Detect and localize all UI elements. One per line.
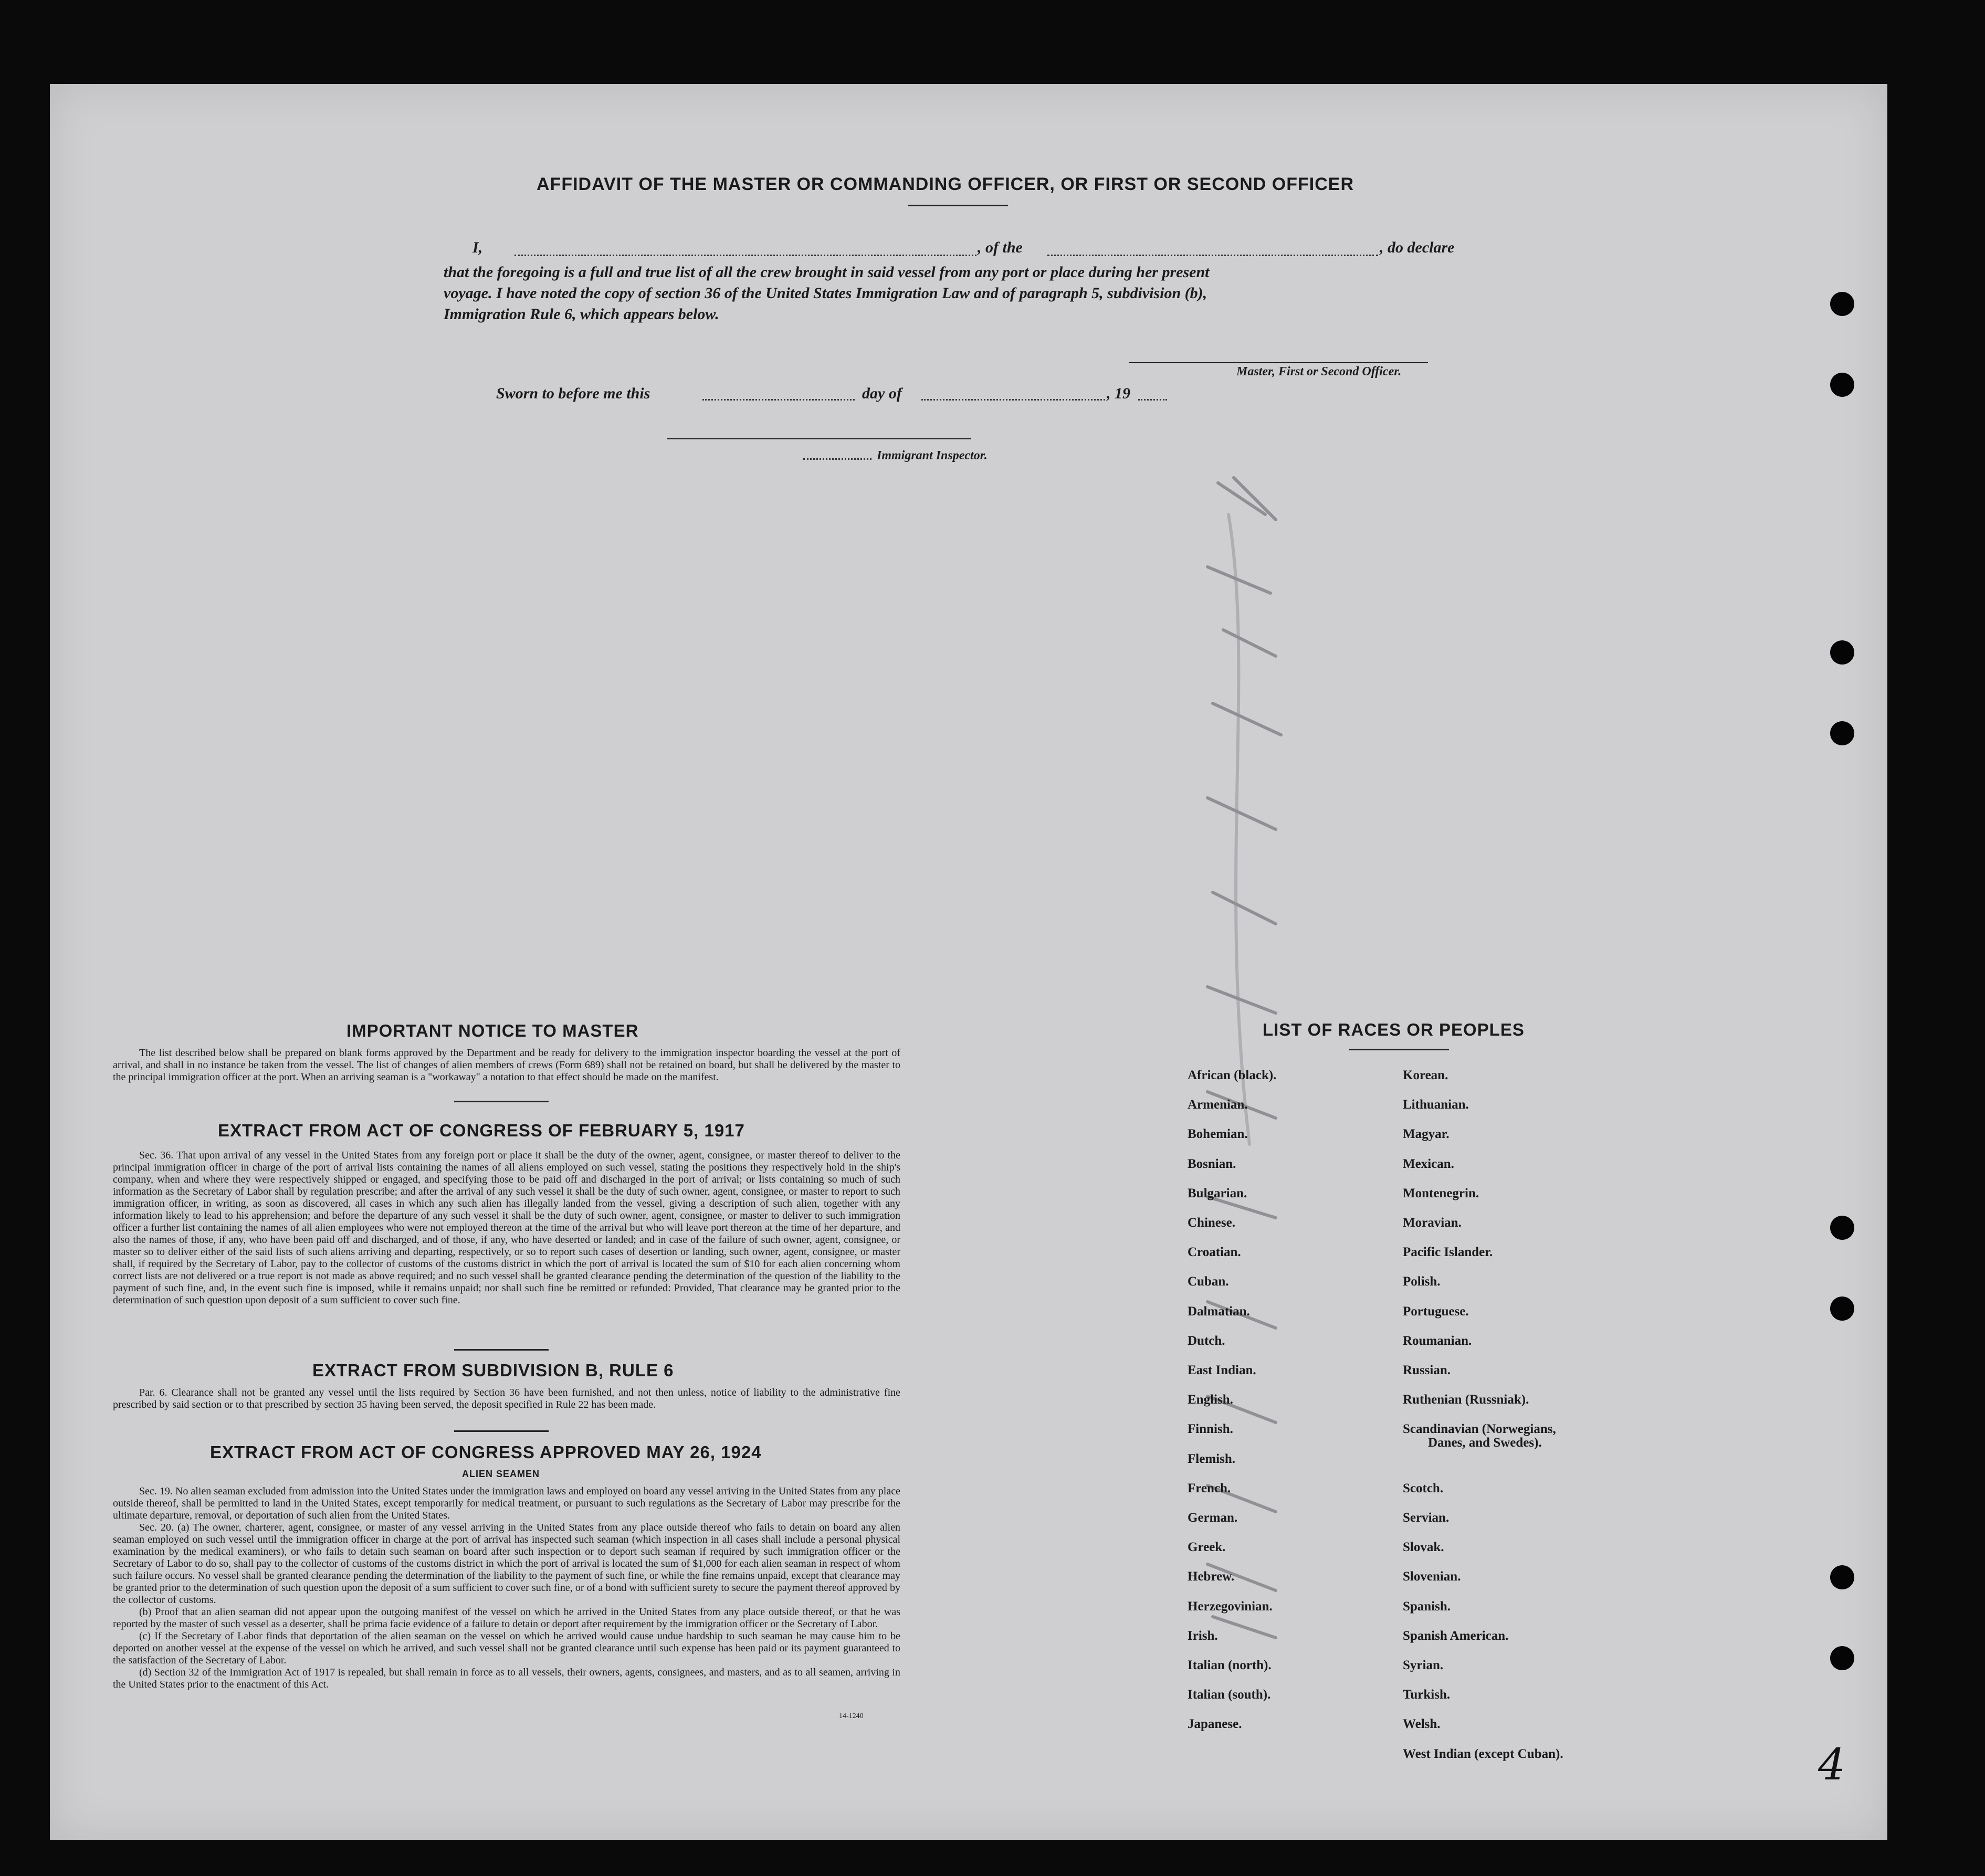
race-item: Moravian. [1403, 1216, 1462, 1230]
race-item: Korean. [1403, 1068, 1448, 1082]
inspector-dots [803, 458, 871, 460]
sec20a-text: Sec. 20. (a) The owner, charterer, agent, consignee, or master of any vessel arriving in the United States from any place outside thereof who fails to detain on board any alien seaman employed on such vessel until the immigration officer in charge at the port of arrival has inspected such seaman (which inspection in all cases shall include a personal physical examination by the medical examiners), or who fails to detain such seaman on board after such inspection or to deport such seaman if required by such immigration officer or the Secretary of Labor to do so, shall pay to the collector of customs of the customs district in which the port of arrival is located the sum of $1,000 for each alien seaman in respect of whom such failure occurs. No vessel shall be granted clearance pending the determination of the liability to the payment of such fine, or while the fine remains unpaid, except that clearance may be granted prior to the determination of such question upon the deposit of a sum sufficient to cover such fine, or of a bond with sufficient surety to secure the payment thereof approved by the collector of customs. [113, 1522, 900, 1606]
race-item: Lithuanian. [1403, 1098, 1469, 1112]
handwritten-page-number [1814, 1737, 1856, 1790]
sec20b-text: (b) Proof that an alien seaman did not appear upon the outgoing manifest of the vessel on which he arrived in the United States from any place outside thereof, or that he was reported by the master of such vessel as a deserter, shall be prima facie evidence of a failure to detain or deport after requirement by the immigration officer or the Secretary of Labor. [113, 1606, 900, 1630]
sworn-month-blank[interactable] [921, 399, 1105, 401]
race-item: West Indian (except Cuban). [1403, 1746, 1563, 1761]
binder-hole [1830, 721, 1854, 745]
affidavit-title: AFFIDAVIT OF THE MASTER OR COMMANDING OFFICER, OR FIRST OR SECOND OFFICER [537, 174, 1354, 194]
race-item: Polish. [1403, 1274, 1441, 1289]
sworn-year-blank[interactable] [1138, 399, 1167, 401]
binder-hole [1830, 1297, 1854, 1321]
alien-seamen-subtitle: ALIEN SEAMEN [462, 1469, 540, 1479]
race-item: Japanese. [1188, 1717, 1242, 1732]
race-item: Hebrew. [1188, 1569, 1235, 1584]
race-item: French. [1188, 1481, 1231, 1495]
race-item: Croatian. [1188, 1245, 1241, 1260]
sworn-label: Sworn to before me this [496, 385, 650, 402]
race-item: Welsh. [1403, 1717, 1441, 1732]
affidavit-i: I, [472, 239, 483, 256]
title-underline [908, 205, 1008, 206]
race-item: Dalmatian. [1188, 1304, 1250, 1319]
binder-hole [1830, 640, 1854, 665]
race-item: Danes, and Swedes). [1428, 1436, 1542, 1450]
races-title: LIST OF RACES OR PEOPLES [1263, 1020, 1525, 1039]
svg-text:4: 4 [1818, 1740, 1846, 1790]
race-item: Turkish. [1403, 1688, 1451, 1702]
races-rule [1349, 1049, 1449, 1050]
race-item: Greek. [1188, 1540, 1226, 1555]
race-item: Chinese. [1188, 1216, 1235, 1230]
form-number: 14-1240 [839, 1712, 864, 1720]
race-item: Ruthenian (Russniak). [1403, 1393, 1529, 1407]
race-item: Pacific Islander. [1403, 1245, 1493, 1260]
master-signature-line[interactable] [1129, 362, 1428, 363]
race-item: Bohemian. [1188, 1127, 1248, 1142]
race-item: Irish. [1188, 1628, 1218, 1643]
notice-title: IMPORTANT NOTICE TO MASTER [346, 1021, 639, 1040]
race-item: Servian. [1403, 1511, 1450, 1525]
race-item: Spanish. [1403, 1599, 1451, 1614]
race-item: Slovenian. [1403, 1569, 1461, 1584]
race-item: Spanish American. [1403, 1628, 1509, 1643]
race-item: Scotch. [1403, 1481, 1444, 1495]
master-name-blank[interactable] [514, 255, 976, 256]
race-item: Dutch. [1188, 1333, 1225, 1348]
extract-1924-body [113, 1485, 900, 1691]
inspector-signature-line[interactable] [667, 438, 971, 439]
race-item: Montenegrin. [1403, 1186, 1479, 1200]
race-item: Italian (south). [1188, 1688, 1271, 1702]
race-item: Roumanian. [1403, 1333, 1472, 1348]
race-item: African (black). [1188, 1068, 1277, 1082]
binder-hole [1830, 1646, 1854, 1670]
race-item: Flemish. [1188, 1451, 1235, 1466]
extract-1924-title: EXTRACT FROM ACT OF CONGRESS APPROVED MAY 26, 1924 [210, 1442, 762, 1462]
race-item: German. [1188, 1511, 1238, 1525]
race-item: Scandinavian (Norwegians, [1403, 1422, 1556, 1437]
inspector-label: Immigrant Inspector. [877, 449, 988, 462]
race-item: Magyar. [1403, 1127, 1450, 1142]
affidavit-line2: that the foregoing is a full and true list of all the crew brought in said vessel from any port or place during her present [444, 264, 1210, 281]
race-item: East Indian. [1188, 1363, 1256, 1377]
sworn-day-blank[interactable] [702, 399, 855, 401]
extract-rule6-title: EXTRACT FROM SUBDIVISION B, RULE 6 [312, 1361, 674, 1380]
race-item: Italian (north). [1188, 1658, 1272, 1672]
race-item: English. [1188, 1393, 1233, 1407]
extract-1917-rule [454, 1349, 549, 1351]
year-label: , 19 [1107, 385, 1130, 402]
extract-rule6-rule [454, 1430, 549, 1432]
binder-hole [1830, 373, 1854, 397]
vessel-name-blank[interactable] [1047, 255, 1378, 256]
race-item: Russian. [1403, 1363, 1451, 1377]
race-item: Syrian. [1403, 1658, 1444, 1672]
race-item: Slovak. [1403, 1540, 1444, 1555]
binder-hole [1830, 1565, 1854, 1589]
binder-hole [1830, 292, 1854, 316]
sec19-text: Sec. 19. No alien seaman excluded from admission into the United States under the immigration laws and employed on board any vessel arriving in the United States from any place outside thereof, shall be permitted to land in the United States, except temporarily for medical treatment, or pursuant to such regulations as the Secretary of Labor may prescribe for the ultimate departure, removal, or deportation of such alien from the United States. [113, 1485, 900, 1521]
extract-1917-title: EXTRACT FROM ACT OF CONGRESS OF FEBRUARY 5, 1917 [218, 1121, 745, 1140]
race-item: Finnish. [1188, 1422, 1233, 1437]
notice-body: The list described below shall be prepared on blank forms approved by the Department and be ready for delivery to the immigration inspector boarding the vessel at the port of arrival, and shall in no instance be taken from the vessel. The list of changes of alien members of crews (Form 689) shall not be retained on board, but shall be delivered by the master to the principal immigration officer at the port. When an arriving seaman is a "workaway" a notation to that effect should be made on the manifest. [113, 1047, 900, 1083]
race-item: Bosnian. [1188, 1156, 1236, 1171]
binder-hole [1830, 1216, 1854, 1240]
affidavit-line3: voyage. I have noted the copy of section 36 of the United States Immigration Law and of paragraph 5, subdivision (b), [444, 284, 1207, 302]
affidavit-of-the: , of the [978, 239, 1023, 256]
notice-rule [454, 1101, 549, 1102]
sec20c-text: (c) If the Secretary of Labor finds that deportation of the alien seaman on the vessel on which he arrived would cause undue hardship to such seaman he may cause him to be deported on another vessel at the expense of the vessel on which he arrived, and such vessel shall not be granted clearance until such expense has been paid or its payment guaranteed to the satisfaction of the Secretary of Labor. [113, 1630, 900, 1666]
race-item: Portuguese. [1403, 1304, 1469, 1319]
affidavit-do-declare: , do declare [1380, 239, 1455, 256]
sec20d-text: (d) Section 32 of the Immigration Act of 1917 is repealed, but shall remain in force as to all vessels, their owners, agents, consignees, and masters, and as to all seamen, arriving in the United States prior to the enactment of this Act. [113, 1667, 900, 1690]
master-label: Master, First or Second Officer. [1236, 365, 1402, 378]
extract-rule6-body: Par. 6. Clearance shall not be granted any vessel until the lists required by Section 36 have been furnished, and not then unless, notice of liability to the administrative fine prescribed by said section or to that prescribed by section 35 having been served, the deposit specified in Rule 22 has been made. [113, 1387, 900, 1410]
day-of-label: day of [862, 385, 902, 402]
race-item: Mexican. [1403, 1156, 1454, 1171]
affidavit-line4: Immigration Rule 6, which appears below. [444, 305, 719, 323]
race-item: Cuban. [1188, 1274, 1229, 1289]
race-item: Herzegovinian. [1188, 1599, 1273, 1614]
race-item: Armenian. [1188, 1098, 1248, 1112]
extract-1917-body: Sec. 36. That upon arrival of any vessel in the United States from any foreign port or place it shall be the duty of the owner, agent, consignee, or master thereof to deliver to the principal immigration officer in charge of the port of arrival lists containing the names of all aliens employed on such vessel, stating the positions they respectively hold in the ship's company, when and where they were respectively shipped or engaged, and specifying those to be paid off and discharged in the port of arrival; or lists containing so much of such information as the Secretary of Labor shall by regulation prescribe; and after the arrival of any such vessel it shall be the duty of such owner, agent, consignee, or master to report to such immigration officer, in writing, as soon as discovered, all cases in which any such alien has illegally landed from the vessel, giving a description of such alien, together with any information likely to lead to his apprehension; and before the departure of any such vessel it shall be the duty of such owner, agent, consignee, or master to deliver to such immigration officer a further list containing the names of all alien employees who were not employed thereon at the time of the arrival but who will leave port thereon at the time of her departure, and also the names of those, if any, who have been paid off and discharged, and of those, if any, who have deserted or landed; and in case of the failure of such owner, agent, consignee, or master so to deliver either of the said lists of such aliens arriving and departing, respectively, or so to report such cases of desertion or landing, such owner, agent, consignee, or master shall, if required by the Secretary of Labor, pay to the collector of customs of the customs district in which the port of arrival is located the sum of $10 for each alien concerning whom correct lists are not delivered or a true report is not made as above required; and no such vessel shall be granted clearance pending the determination of the question of the liability to the payment of such fine, and, in the event such fine is imposed, while it remains unpaid; nor shall such fine be remitted or refunded: Provided, That clearance may be granted prior to the determination of such question upon deposit of a sum sufficient to cover such fine. [113, 1150, 900, 1306]
race-item: Bulgarian. [1188, 1186, 1247, 1200]
